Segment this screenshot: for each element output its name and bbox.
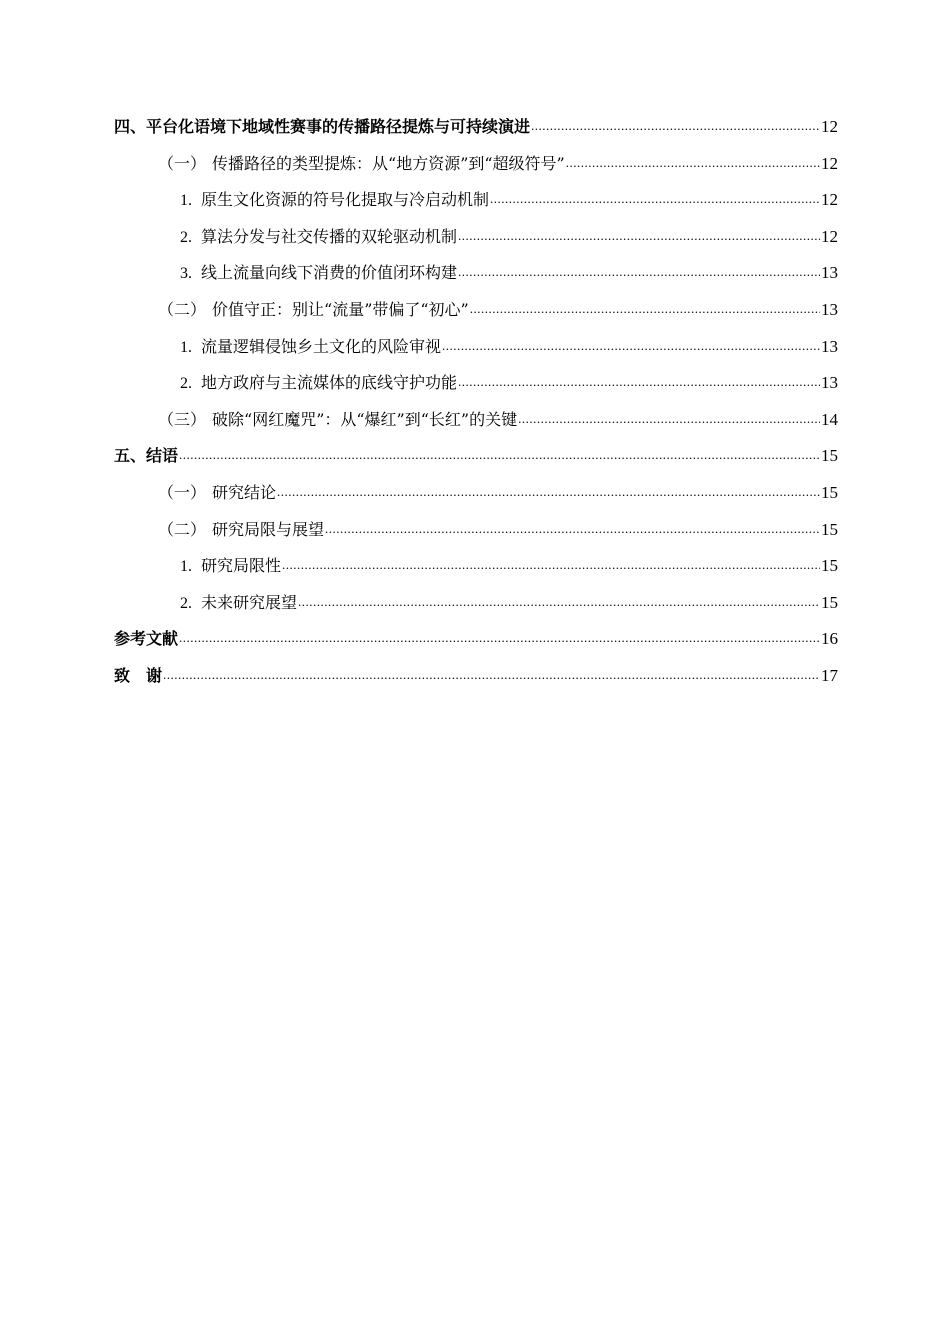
toc-entry-page-number: 12 [821, 153, 838, 173]
toc-entry-title: 四、平台化语境下地域性赛事的传播路径提炼与可持续演进 [114, 117, 531, 136]
toc-entry[interactable] [114, 151, 838, 188]
toc-entry-page-number: 12 [821, 190, 838, 210]
dot-leader [277, 479, 820, 505]
dot-leader [518, 406, 820, 432]
toc-entry-page-number: 15 [821, 592, 838, 612]
toc-entry-page-number: 15 [821, 482, 838, 502]
toc-entry-number: 1. [180, 338, 192, 356]
toc-entry-title: 致 谢 [114, 665, 163, 685]
dot-leader [566, 150, 820, 176]
toc-entry-title: 研究局限性 [201, 556, 282, 576]
toc-entry-title: 流量逻辑侵蚀乡土文化的风险审视 [201, 336, 442, 356]
toc-entry[interactable] [114, 626, 838, 663]
toc-entry-number: （一） [158, 153, 207, 173]
toc-entry-title: 价值守正：别让“流量”带偏了“初心” [212, 299, 469, 319]
dot-leader [282, 552, 820, 578]
toc-entry[interactable] [114, 334, 838, 371]
toc-entry-number: 1. [180, 558, 192, 576]
table-of-contents [114, 114, 838, 700]
toc-entry-number: （二） [158, 299, 207, 319]
toc-entry-page-number: 12 [821, 117, 838, 136]
toc-entry-number: （三） [158, 409, 207, 429]
dot-leader [298, 589, 820, 615]
toc-entry[interactable] [114, 297, 838, 334]
toc-entry-title: 五、结语 [114, 446, 179, 466]
toc-entry-page-number: 13 [821, 373, 838, 393]
toc-entry[interactable] [114, 114, 838, 151]
toc-entry-page-number: 15 [821, 446, 838, 466]
toc-entry[interactable] [114, 224, 838, 261]
toc-entry-page-number: 15 [821, 556, 838, 576]
dot-leader [490, 186, 820, 212]
toc-entry-title: 参考文献 [114, 629, 179, 649]
toc-entry-page-number: 15 [821, 519, 838, 539]
dot-leader [458, 259, 820, 285]
toc-entry-page-number: 13 [821, 299, 838, 319]
dot-leader [458, 369, 820, 395]
toc-entry-number: 2. [180, 594, 192, 612]
dot-leader [470, 296, 820, 322]
toc-entry-number: （一） [158, 482, 207, 502]
toc-entry-page-number: 14 [821, 409, 838, 429]
toc-entry-title: 算法分发与社交传播的双轮驱动机制 [201, 226, 458, 246]
dot-leader [325, 516, 820, 542]
toc-entry-number: 2. [180, 228, 192, 246]
toc-entry-title: 研究结论 [212, 482, 277, 502]
toc-entry[interactable] [114, 517, 838, 554]
dot-leader [179, 442, 820, 468]
toc-entry[interactable] [114, 663, 838, 700]
toc-entry-title: 原生文化资源的符号化提取与冷启动机制 [201, 190, 490, 210]
toc-entry-title: 线上流量向线下消费的价值闭环构建 [201, 263, 458, 283]
toc-entry[interactable] [114, 480, 838, 517]
toc-entry[interactable] [114, 260, 838, 297]
toc-entry-title: 未来研究展望 [201, 592, 298, 612]
dot-leader [163, 662, 820, 688]
toc-entry-number: 3. [180, 265, 192, 283]
dot-leader [179, 625, 820, 651]
toc-entry-page-number: 16 [821, 629, 838, 649]
toc-entry-number: 1. [180, 192, 192, 210]
toc-entry-page-number: 13 [821, 263, 838, 283]
toc-entry-number: （二） [158, 519, 207, 539]
toc-entry[interactable] [114, 370, 838, 407]
dot-leader [458, 223, 820, 249]
toc-entry[interactable] [114, 590, 838, 627]
toc-entry-page-number: 12 [821, 226, 838, 246]
toc-entry-number: 2. [180, 375, 192, 393]
toc-entry-title: 传播路径的类型提炼：从“地方资源”到“超级符号” [212, 153, 565, 173]
toc-entry[interactable] [114, 187, 838, 224]
dot-leader [442, 333, 820, 359]
toc-entry[interactable] [114, 443, 838, 480]
toc-entry-title: 地方政府与主流媒体的底线守护功能 [201, 373, 458, 393]
dot-leader [531, 113, 820, 139]
toc-entry-page-number: 13 [821, 336, 838, 356]
toc-entry[interactable] [114, 407, 838, 444]
toc-entry-title: 研究局限与展望 [212, 519, 325, 539]
toc-entry-page-number: 17 [821, 665, 838, 685]
toc-entry[interactable] [114, 553, 838, 590]
toc-entry-title: 破除“网红魔咒”：从“爆红”到“长红”的关键 [212, 409, 518, 429]
